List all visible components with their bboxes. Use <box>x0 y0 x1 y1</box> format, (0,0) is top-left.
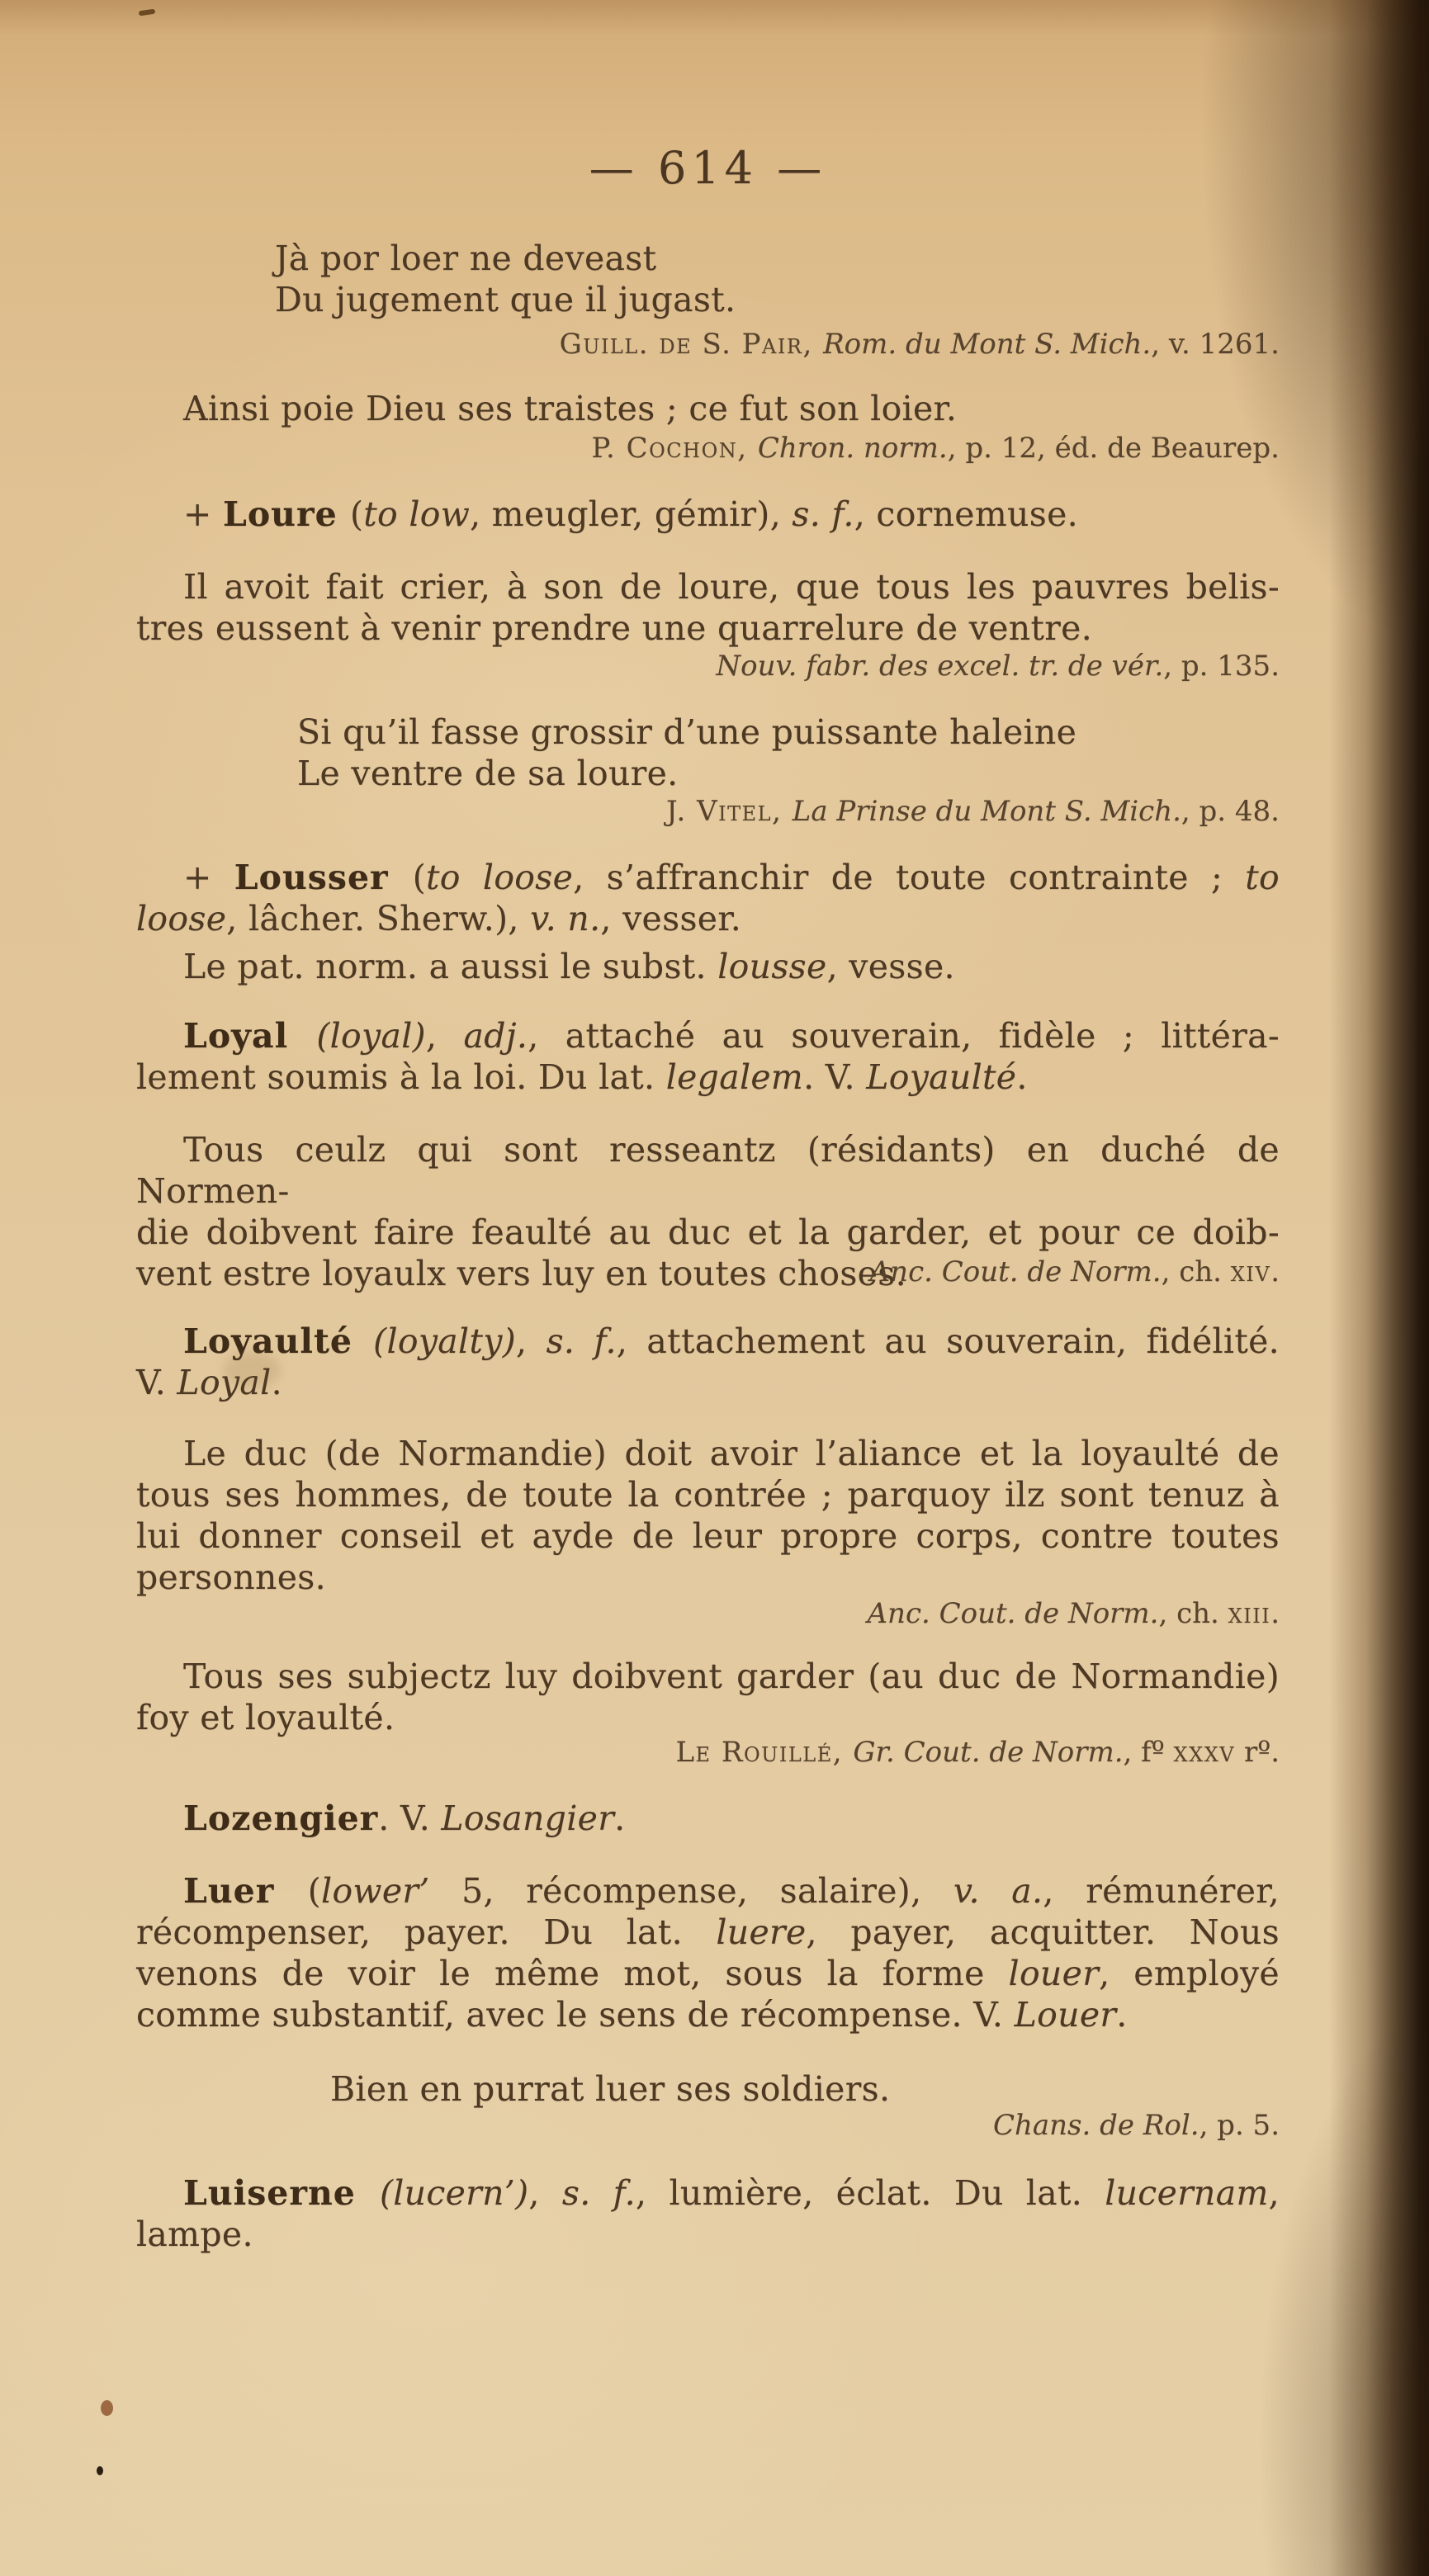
text-segment: venons de voir le même mot, sous la forme <box>136 1954 1009 1993</box>
entry-lozengier <box>136 1798 1280 1839</box>
text-segment: Guill. de S. Pair, <box>559 328 824 361</box>
paragraph-line <box>136 946 1280 987</box>
text-segment: Anc. Cout. de Norm. <box>869 1255 1162 1288</box>
text-segment: + <box>183 494 223 534</box>
quote-line <box>136 388 1280 429</box>
text-segment: , lumière, éclat. Du lat. <box>636 2173 1105 2213</box>
text-segment: Du jugement que il jugast. <box>275 280 736 319</box>
text-segment: Le pat. norm. a aussi le subst. <box>183 947 718 986</box>
text-segment: Le duc (de Normandie) doit avoir l’aliance et la loyaulté de <box>183 1434 1280 1473</box>
text-segment: , rémunérer, <box>1043 1871 1280 1911</box>
text-segment: Luer <box>183 1871 308 1911</box>
text-segment: Le ventre de sa loure. <box>297 754 679 793</box>
text-segment: tous ses hommes, de toute la contrée ; parquoy ilz sont tenuz à <box>136 1475 1280 1515</box>
text-segment: Loure <box>223 494 350 534</box>
text-segment: . <box>1116 1995 1128 2035</box>
text-segment: Chron. norm. <box>757 432 948 465</box>
text-segment: (lucern’) <box>379 2173 529 2213</box>
text-segment: s. f. <box>546 1321 617 1361</box>
quote-line <box>136 1212 1280 1253</box>
entry-lousser <box>136 857 1280 939</box>
text-segment: to loose <box>426 858 574 897</box>
text-segment: Lousser <box>234 858 413 897</box>
text-segment: comme substantif, avec le sens de récompense. V. <box>136 1995 1015 2035</box>
text-segment: lucernam <box>1105 2173 1269 2213</box>
quote-ainsi <box>136 388 1280 429</box>
text-segment: (loyalty) <box>373 1321 517 1361</box>
text-segment: ( <box>349 494 364 534</box>
page-number: — 614 — <box>589 142 827 194</box>
text-segment: + <box>183 858 234 897</box>
citation-le-rouille <box>136 1735 1280 1770</box>
paper-speck <box>139 9 156 17</box>
text-segment: La Prinse du Mont S. Mich. <box>792 795 1181 828</box>
text-segment: Ainsi poie Dieu ses traistes ; ce fut son loier. <box>183 389 958 428</box>
verse-line <box>275 279 736 320</box>
text-segment: V. <box>136 1363 177 1402</box>
text-segment: luere <box>716 1912 807 1952</box>
text-segment: , p. 48. <box>1181 795 1280 828</box>
text-segment: , meugler, gémir), <box>470 494 793 534</box>
text-segment: . <box>1270 1255 1280 1288</box>
text-segment: Chans. de Rol. <box>992 2109 1200 2142</box>
text-segment: die doibvent faire feaulté au duc et la garder, et pour ce doib- <box>136 1212 1280 1252</box>
text-segment: Si qu’il fasse grossir d’une puissante haleine <box>297 712 1077 752</box>
text-segment: , p. 5. <box>1199 2109 1280 2142</box>
text-segment: s. f. <box>561 2173 636 2213</box>
paper-stain <box>223 1352 281 1388</box>
quote-il-avoit <box>136 566 1280 649</box>
entry-line <box>136 1056 1280 1098</box>
text-segment: 5, récompense, salaire), <box>429 1871 953 1911</box>
entry-line <box>136 898 1280 939</box>
text-segment: , <box>516 1321 547 1361</box>
text-segment: lower’ <box>321 1871 430 1911</box>
text-segment: xiii <box>1228 1597 1271 1630</box>
text-segment: P. Cochon, <box>591 432 758 465</box>
text-segment: . <box>614 1798 626 1838</box>
text-segment: Losangier <box>441 1798 615 1838</box>
text-segment: . V. <box>803 1057 867 1097</box>
text-segment: lement soumis à la loi. Du lat. <box>136 1057 666 1097</box>
entry-line <box>136 2214 1280 2255</box>
text-segment: , p. 135. <box>1163 650 1280 683</box>
entry-line <box>136 1362 1280 1403</box>
quote-line <box>136 566 1280 607</box>
verse-quote-loer <box>275 238 736 320</box>
text-segment: . <box>1016 1057 1028 1097</box>
text-segment: . <box>271 1363 282 1402</box>
entry-luiserne <box>136 2172 1280 2255</box>
entry-line <box>136 857 1280 898</box>
text-segment: ( <box>412 858 427 897</box>
text-segment: , <box>425 1016 464 1056</box>
text-segment: loose <box>136 899 227 938</box>
text-segment: , <box>528 2173 562 2213</box>
text-segment: J. Vitel, <box>666 795 793 828</box>
entry-loyaulte <box>136 1321 1280 1403</box>
quote-line <box>330 2068 890 2110</box>
text-segment: s. f. <box>792 494 854 534</box>
text-segment: , cornemuse. <box>854 494 1078 534</box>
text-segment: , ch. <box>1161 1255 1231 1288</box>
entry-line <box>136 1798 1280 1839</box>
text-segment: lampe. <box>136 2214 253 2254</box>
citation-cochon <box>136 431 1280 466</box>
text-segment: lousse <box>717 947 827 986</box>
quote-le-duc <box>136 1433 1280 1598</box>
text-segment: , fº <box>1123 1736 1174 1769</box>
text-segment: Gr. Cout. de Norm. <box>853 1736 1124 1769</box>
verse-line <box>275 238 736 279</box>
entry-line <box>136 1953 1280 1994</box>
text-segment: Jà por loer ne deveast <box>275 239 657 278</box>
entry-loure <box>136 494 1280 535</box>
text-segment: , employé <box>1099 1954 1280 1993</box>
text-segment: , vesse. <box>826 947 955 986</box>
text-segment: , p. 12, éd. de Beaurep. <box>947 432 1280 465</box>
text-segment: , ch. <box>1158 1597 1228 1630</box>
quote-line <box>136 1474 1280 1515</box>
paragraph-pat-norm <box>136 946 1280 987</box>
text-segment: , attachement au souverain, fidélité. <box>616 1321 1280 1361</box>
text-segment: Loyaulté <box>183 1321 374 1361</box>
entry-line <box>136 1994 1280 2035</box>
quote-line <box>136 1515 1280 1557</box>
text-segment: ( <box>307 1871 322 1911</box>
citation-vitel <box>136 794 1280 829</box>
text-segment: vent estre loyaulx vers luy en toutes choses. <box>136 1254 906 1293</box>
text-segment: Lozengier <box>183 1798 379 1838</box>
quote-line <box>136 1433 1280 1474</box>
verse-si-quil <box>297 711 1076 794</box>
text-segment: Il avoit fait crier, à son de loure, que tous les pauvres belis- <box>183 567 1280 607</box>
text-segment: adj. <box>463 1016 528 1056</box>
text-segment: , payer, acquitter. Nous <box>806 1912 1280 1952</box>
text-segment: Rom. du Mont S. Mich. <box>823 328 1152 361</box>
paper-speck <box>101 2400 113 2416</box>
text-segment: Tous ses subjectz luy doibvent garder (au duc de Normandie) <box>183 1657 1280 1696</box>
text-segment: Bien en purrat luer ses soldiers. <box>330 2069 891 2109</box>
text-segment: v. n. <box>530 899 601 938</box>
quote-line <box>136 1656 1280 1697</box>
entry-line <box>136 1912 1280 1953</box>
text-segment: , v. 1261. <box>1151 328 1280 361</box>
entry-line <box>136 494 1280 535</box>
text-segment: tres eussent à venir prendre une quarrelure de ventre. <box>136 608 1093 648</box>
text-segment: foy et loyaulté. <box>136 1698 395 1737</box>
text-segment: . V. <box>378 1798 442 1838</box>
text-segment: , s’affranchir de toute contrainte ; <box>573 858 1246 897</box>
citation-anc-cout-xiv <box>136 1255 1280 1289</box>
text-segment: xxxv <box>1173 1736 1236 1769</box>
text-segment: Loyal <box>183 1016 317 1056</box>
citation-anc-cout-xiii <box>136 1596 1280 1631</box>
text-segment: legalem <box>665 1057 804 1097</box>
text-segment: Le Rouillé, <box>675 1736 854 1769</box>
text-segment: Loyaulté <box>866 1057 1017 1097</box>
text-segment: Anc. Cout. de Norm. <box>867 1597 1159 1630</box>
text-segment: rº. <box>1235 1736 1280 1769</box>
text-segment: , attaché au souverain, fidèle ; littéra- <box>528 1016 1280 1056</box>
entry-luer <box>136 1870 1280 2035</box>
entry-loyal <box>136 1015 1280 1098</box>
text-segment: , <box>1268 2173 1280 2213</box>
quote-line <box>136 1129 1280 1212</box>
quote-line <box>136 1557 1280 1598</box>
quote-line <box>136 607 1280 649</box>
text-segment: , lâcher. Sherw.), <box>226 899 531 938</box>
entry-line <box>136 2172 1280 2214</box>
text-segment: , vesser. <box>600 899 742 938</box>
quote-line <box>136 1697 1280 1738</box>
text-segment: récompenser, payer. Du lat. <box>136 1912 717 1952</box>
text-segment: Luiserne <box>183 2173 380 2213</box>
text-segment: to <box>1245 858 1280 897</box>
text-segment: Louer <box>1014 1995 1117 2035</box>
text-segment: Tous ceulz qui sont resseantz (résidants) en duché de Normen- <box>136 1130 1280 1211</box>
text-segment: louer <box>1008 1954 1100 1993</box>
text-segment: lui donner conseil et ayde de leur propre corps, contre toutes <box>136 1516 1280 1556</box>
text-segment: v. a. <box>953 1871 1043 1911</box>
quote-subjectz <box>136 1656 1280 1738</box>
entry-line <box>136 1870 1280 1912</box>
text-segment: xiv <box>1230 1255 1271 1288</box>
citation-guill-de-s-pair <box>136 327 1280 362</box>
text-segment: (loyal) <box>316 1016 426 1056</box>
entry-line <box>136 1321 1280 1362</box>
paper-speck <box>97 2466 103 2475</box>
verse-line <box>297 753 1076 794</box>
text-segment: Loyal <box>177 1363 272 1402</box>
text-segment: Nouv. fabr. des excel. tr. de vér. <box>716 650 1164 683</box>
text-segment: . <box>1270 1597 1280 1630</box>
verse-line <box>297 711 1076 753</box>
quote-bien-en-purrat <box>330 2068 890 2110</box>
citation-chans-de-rol <box>136 2108 1280 2143</box>
citation-nouv-fabr <box>136 649 1280 683</box>
entry-line <box>136 1015 1280 1056</box>
text-segment: to low <box>363 494 471 534</box>
text-segment: personnes. <box>136 1557 326 1597</box>
